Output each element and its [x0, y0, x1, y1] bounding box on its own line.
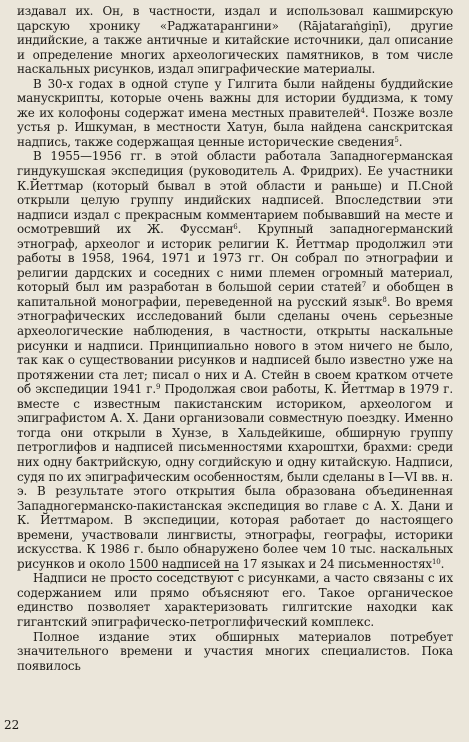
document-page — [17, 4, 453, 673]
paragraph-5 — [17, 630, 453, 674]
paragraph-1-text: издавал их. Он, в частности, издал и использовал кашмирскую царскую хронику «Раджатарангини» (Rājataraṅgiṇī), другие индийские, а также античные и китайские источники, дал описание и определение многих археологических памятников, в том числе наскальных рисунков, издал эпиграфические материалы. — [17, 4, 453, 77]
footnote-ref-10: 10 — [431, 557, 441, 566]
footnote-ref-6: 6 — [233, 223, 238, 232]
paragraph-3 — [17, 149, 453, 571]
footnote-ref-8: 8 — [382, 295, 387, 304]
paragraph-3-text-d: . Во время этнографических исследований были сделаны очень серьезные археологические наблюдения, в частности, открыты наскальные рисунки и надписи. Принципиально нового в этом ничего не было, так как о существовании рисунков и надписей было известно уже на протяжении ста лет; писал о них и А. Стейн в своем кратком отчете об экспедиции 1941 г. — [17, 294, 453, 397]
paragraph-3-text-g: . — [440, 556, 445, 571]
paragraph-2-text-b: . Позже возле устья р. Ишкуман, в местности Хатун, была найдена санскритская надпись, также содержащая ценные исторические сведения — [17, 105, 453, 149]
footnote-ref-9: 9 — [155, 383, 161, 392]
page-number: 22 — [4, 718, 20, 732]
footnote-ref-5: 5 — [394, 135, 399, 144]
paragraph-5-text: Полное издание этих обширных материалов потребует значительного времени и участия многих специалистов. Пока появилось — [17, 629, 453, 673]
footnote-ref-4: 4 — [360, 106, 365, 115]
paragraph-4 — [17, 571, 453, 629]
paragraph-3-text-f: 17 языках и 24 письменностях — [238, 556, 432, 571]
paragraph-1 — [17, 4, 453, 77]
paragraph-4-text: Надписи не просто соседствуют с рисунками, а часто связаны с их содержанием или прямо объясняют его. Такое органическое единство позволяет характеризовать гилгитские находки как гигантский эпиграфическо-петроглифический комплекс. — [17, 571, 453, 629]
underlined-phrase: 1500 надписей на — [128, 556, 239, 571]
paragraph-3-text-a: В 1955—1956 гг. в этой области работала Западногерманская гиндукушская экспедиция (руководитель А. Фридрих). Ее участники К.Йеттмар (который бывал в этой области и раньше) и П.Сной открыли целую группу индийских надписей. Впоследствии эти надписи издал с прекрасным комментарием побывавший на месте и осмотревший их Ж. Фуссман — [17, 149, 453, 237]
paragraph-3-text-e: Продолжая свои работы, К. Йеттмар в 1979 г. вместе с известным пакистанским историком, археологом и эпиграфистом А. Х. Дани организовали совместную поездку. Именно тогда они открыли в Хунзе, в Хальдейкише, обширную группу петроглифов и надписей письменностями кхароштхи, брахми: среди них одну бактрийскую, одну согдийскую и одну китайскую. Надписи, судя по их эпиграфическим особенностям, были сделаны в I—VI вв. н. э. В результате этого открытия была образована объединенная Западногерманско-пакистанская экспедиция во главе с А. Х. Дани и К. Йеттмаром. В экспедиции, которая работает до настоящего времени, участвовали лингвисты, этнографы, географы, историки искусства. К 1986 г. было обнаружено более чем 10 тыс. наскальных рисунков и около — [17, 382, 454, 571]
paragraph-3-text-b: . Крупный западногерманский этнограф, археолог и историк религии К. Йеттмар продолжил эти работы в 1958, 1964, 1971 и 1973 гг. Он собрал по этнографии и религии дардских и соседних с ними племен огромный материал, который был им разработан в большой серии статей — [17, 222, 453, 295]
paragraph-2 — [17, 77, 453, 150]
footnote-ref-7: 7 — [361, 281, 367, 290]
paragraph-2-text-a: В 30-х годах в одной ступе у Гилгита были найдены буддийские манускрипты, которые очень важны для истории буддизма, к тому же их колофоны содержат имена местных правителей — [17, 76, 453, 120]
paragraph-2-text-c: . — [398, 134, 403, 149]
paragraph-3-text-c: и обобщен в капитальной монографии, переведенной на русский язык — [17, 280, 454, 309]
